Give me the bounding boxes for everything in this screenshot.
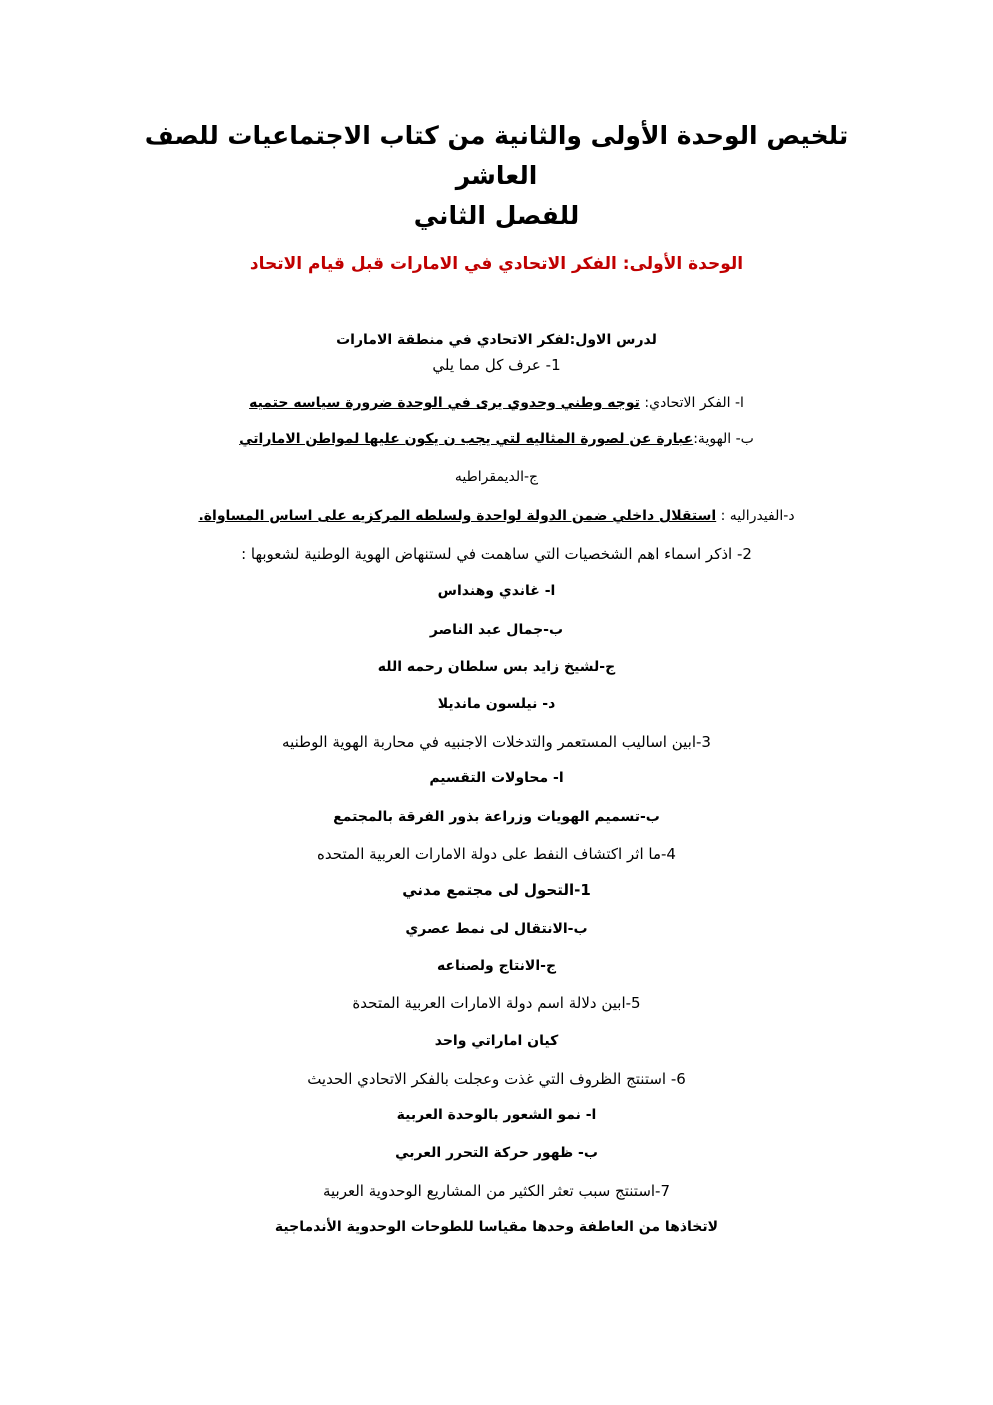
q7-answer: لاتخاذها من العاطفة وحدها مقياسا للطوحات الوحدوية الأندماجية: [274, 1219, 719, 1235]
q2-item: ا- غاندي وهنداس: [437, 583, 556, 599]
title-line-1: تلخيص الوحدة الأولى والثانية من كتاب الاجتماعيات للصف العاشر: [144, 121, 849, 190]
question-1-prompt: 1- عرف كل مما يلي: [432, 356, 561, 374]
q1-item-a-label: ا- الفكر الاتحادي:: [639, 395, 744, 411]
q2-item: ب-جمال عبد الناصر: [429, 622, 564, 638]
title-line-2: للفصل الثاني: [413, 201, 580, 230]
q1-item-b-label: ب- الهوية:: [693, 431, 754, 447]
q2-item: ج-لشيخ زايد بس سلطان رحمه الله: [377, 659, 616, 675]
document-title: [120, 116, 873, 236]
q4-item: 1-التحول لى مجتمع مدني: [402, 881, 591, 899]
q5-answer: كيان اماراتي واحد: [434, 1033, 559, 1049]
q1-item-b: [100, 428, 893, 450]
question-7-prompt: 7-استنتج سبب تعثر الكثير من المشاريع الوحدوية العربية: [322, 1182, 671, 1200]
q6-item: ب- ظهور حركة التحرر العربي: [395, 1145, 598, 1161]
question-6-prompt: 6- استنتج الظروف التي غذت وعجلت بالفكر الاتحادي الحديث: [307, 1070, 686, 1088]
q1-item-d-answer: استقلال داخلي ضمن الدولة لواحدة ولسلطه المركزيه على اساس المساواة.: [198, 508, 717, 524]
q4-item: ج-الانتاج ولصناعه: [436, 958, 557, 974]
lesson-title: لدرس الاول:لفكر الاتحادي في منطقة الامارات: [336, 332, 657, 348]
q3-item: ا- محاولات التقسيم: [429, 770, 564, 786]
q1-item-d-label: د-الفيدراليه :: [716, 508, 795, 524]
unit-heading: الوحدة الأولى: الفكر الاتحادي في الامارات قبل قيام الاتحاد: [249, 254, 744, 274]
q4-item: ب-الانتقال لى نمط عصري: [405, 921, 588, 937]
question-4-prompt: 4-ما اثر اكتشاف النفط على دولة الامارات العربية المتحده: [317, 845, 676, 863]
question-2-prompt: 2- اذكر اسماء اهم الشخصيات التي ساهمت في لستنهاض الهوية الوطنية لشعوبها :: [241, 545, 752, 563]
q1-item-b-answer: عبارة عن لصورة المثاليه لتي يجب ن يكون عليها لمواطن الاماراتي: [239, 431, 694, 447]
q1-item-d: [100, 505, 893, 527]
q3-item: ب-تسميم الهويات وزراعة بذور الفرقة بالمجتمع: [333, 809, 660, 825]
q1-item-a-answer: توجه وطني وحدوي يرى في الوحدة ضرورة سياسه حتميه: [249, 395, 640, 411]
question-5-prompt: 5-ابين دلالة اسم دولة الامارات العربية المتحدة: [352, 994, 641, 1012]
q6-item: ا- نمو الشعور بالوحدة العربية: [396, 1107, 597, 1123]
question-3-prompt: 3-ابين اساليب المستعمر والتدخلات الاجنبيه في محاربة الهوية الوطنيه: [282, 733, 711, 751]
q1-item-c: ج-الديمقراطيه: [454, 469, 539, 485]
q1-item-a: [100, 392, 893, 414]
q2-item: د- نيلسون مانديلا: [437, 696, 556, 712]
